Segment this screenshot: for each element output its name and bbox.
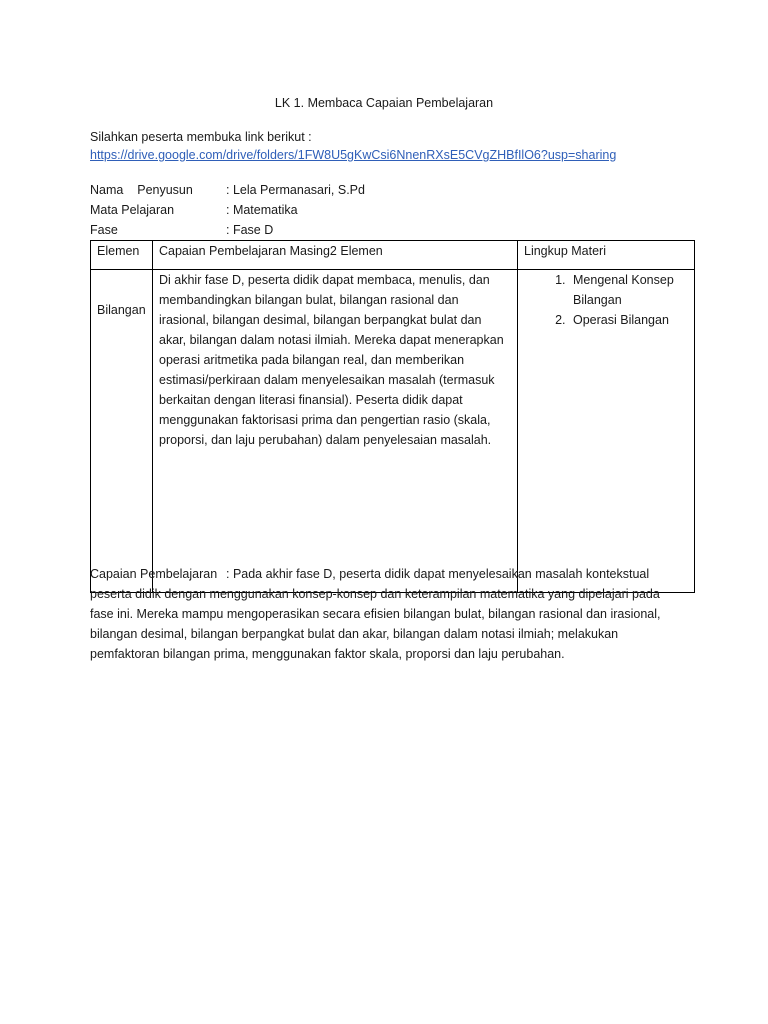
table-row bbox=[91, 270, 695, 593]
meta-row-penyusun bbox=[90, 180, 365, 200]
header-elemen: Elemen bbox=[91, 241, 153, 270]
cell-materi bbox=[518, 270, 695, 593]
drive-link[interactable]: https://drive.google.com/drive/folders/1FW8U5gKwCsi6NnenRXsE5CVgZHBfIlO6?usp=sharing bbox=[90, 148, 617, 162]
document-title: LK 1. Membaca Capaian Pembelajaran bbox=[274, 96, 494, 110]
materi-list bbox=[524, 270, 688, 330]
meta-label: Fase bbox=[90, 223, 118, 237]
meta-row-fase bbox=[90, 220, 365, 240]
intro-text: Silahkan peserta membuka link berikut : bbox=[90, 130, 312, 144]
list-item: 1. Mengenal Konsep Bilangan bbox=[569, 270, 688, 310]
cell-elemen: Bilangan bbox=[91, 270, 153, 593]
meta-value: : Matematika bbox=[226, 203, 298, 217]
capaian-table bbox=[90, 240, 695, 593]
summary-text: : Pada akhir fase D, peserta didik dapat menyelesaikan masalah kontekstual peserta didik dengan menggunakan konsep-konsep dan keterampilan matematika yang dipelajari pada fase ini. Mereka mampu mengoperasikan secara efisien bilangan bulat, bilangan rasional dan irasional, bilangan desimal, bilangan berpangkat bulat dan akar, bilangan dalam notasi ilmiah; melakukan pemfaktoran bilangan prima, menggunakan faktor skala, proporsi dan laju perubahan. bbox=[90, 567, 661, 661]
meta-label: Nama Penyusun bbox=[90, 183, 193, 197]
list-item: 2. Operasi Bilangan bbox=[569, 310, 688, 330]
table-header-row bbox=[91, 241, 695, 270]
meta-value: : Fase D bbox=[226, 223, 274, 237]
intro-block bbox=[90, 128, 616, 164]
meta-row-mapel bbox=[90, 200, 365, 220]
meta-label: Mata Pelajaran bbox=[90, 203, 175, 217]
meta-block bbox=[90, 180, 365, 240]
summary-paragraph bbox=[90, 564, 680, 664]
header-materi: Lingkup Materi bbox=[518, 241, 695, 270]
cell-capaian: Di akhir fase D, peserta didik dapat membaca, menulis, dan membandingkan bilangan bulat, bilangan rasional dan irasional, bilangan desimal, bilangan berpangkat bulat dan akar, bilangan dalam notasi ilmiah. Mereka dapat menerapkan operasi aritmetika pada bilangan real, dan memberikan estimasi/perkiraan dalam menyelesaikan masalah (termasuk berkaitan dengan literasi finansial). Peserta didik dapat menggunakan faktorisasi prima dan pengertian rasio (skala, proporsi, dan laju perubahan) dalam penyelesaian masalah. bbox=[153, 270, 518, 593]
meta-value: : Lela Permanasari, S.Pd bbox=[226, 183, 365, 197]
header-capaian: Capaian Pembelajaran Masing2 Elemen bbox=[153, 241, 518, 270]
summary-label: Capaian Pembelajaran bbox=[90, 567, 218, 581]
